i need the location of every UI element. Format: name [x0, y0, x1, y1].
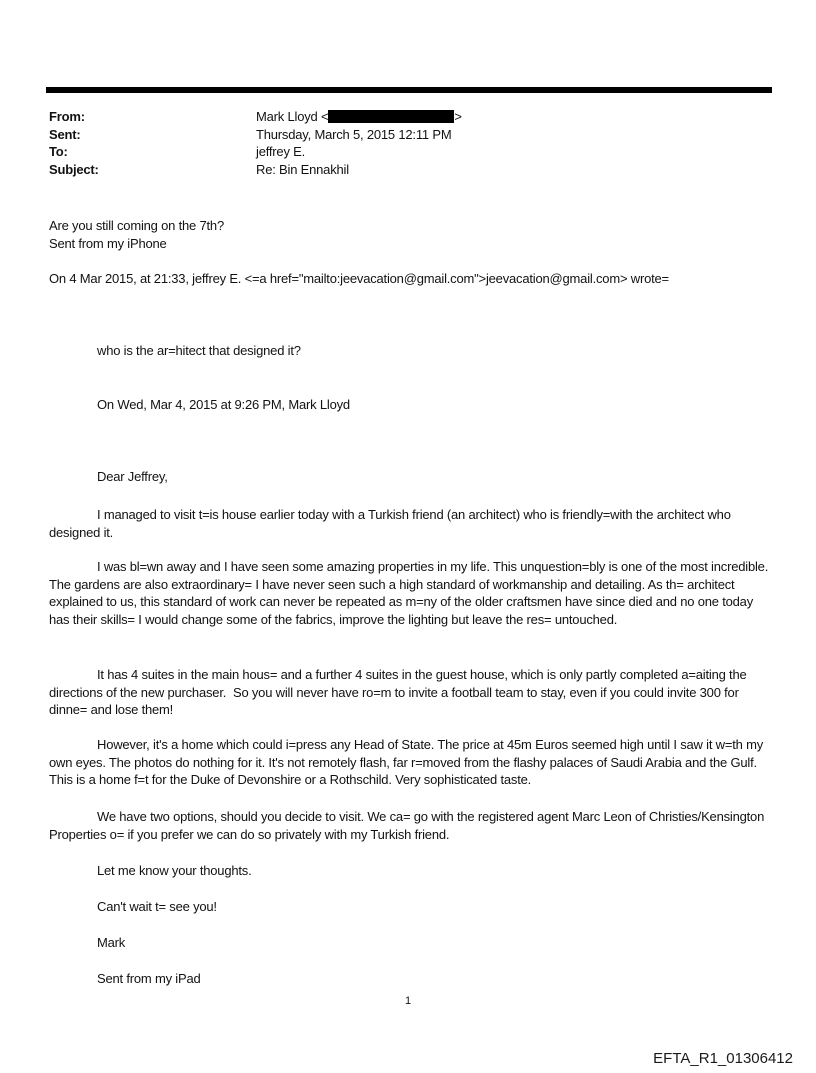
closing-see-you: Can't wait t= see you!	[97, 899, 217, 914]
header-divider-line	[46, 87, 772, 93]
redacted-email-address	[328, 110, 454, 123]
to-value: jeffrey E.	[256, 144, 306, 159]
subject-value: Re: Bin Ennakhil	[256, 161, 349, 177]
email-header	[49, 108, 773, 178]
paragraph-options: We have two options, should you decide to visit. We ca= go with the registered agent Marc Leon of Christies/Kensington Properties o= if you prefer we can do so privately with my Turkish friend.	[49, 809, 768, 842]
page-number: 1	[404, 995, 412, 1007]
quote-header-jeffrey: On 4 Mar 2015, at 21:33, jeffrey E. <=a href="mailto:jeevacation@gmail.com">jeevacation@gmail.com> wrote=	[49, 271, 669, 286]
quote-header-mark: On Wed, Mar 4, 2015 at 9:26 PM, Mark Lloyd	[97, 397, 350, 412]
header-row-sent	[49, 126, 773, 144]
from-value-bracket: >	[454, 109, 462, 124]
body-line-question: Are you still coming on the 7th?	[49, 218, 224, 233]
sent-value: Thursday, March 5, 2015 12:11 PM	[256, 126, 452, 142]
closing-thoughts: Let me know your thoughts.	[97, 863, 252, 878]
to-label: To:	[49, 144, 68, 159]
from-value-name: Mark Lloyd <	[256, 109, 329, 124]
salutation: Dear Jeffrey,	[97, 468, 168, 484]
bates-number: EFTA_R1_01306412	[653, 1050, 793, 1067]
paragraph-visit: I managed to visit t=is house earlier today with a Turkish friend (an architect) who is friendly=with the architect who designed it.	[49, 507, 735, 540]
quoted-question: who is the ar=hitect that designed it?	[97, 342, 301, 358]
paragraph-price: However, it's a home which could i=press any Head of State. The price at 45m Euros seemed high until I saw it w=th my own eyes. The photos do nothing for it. It's not remotely flash, far r=moved from the flashy palaces of Saudi Arabia and the Gulf. This is a home f=t for the Duke of Devonshire or a Rothschild. Very sophisticated taste.	[49, 737, 767, 787]
paragraph-blown-away: I was bl=wn away and I have seen some amazing properties in my life. This unquestion=bly is one of the most incredible. The gardens are also extraordinary= I have never seen such a high standard of workmanship and detailing. As th= architect explained to us, this standard of work can never be repeated as m=ny of the older craftsmen have since died and no one today has their skills= I would change some of the fabrics, improve the lighting but leave the res= untouched.	[49, 559, 775, 627]
subject-label: Subject:	[49, 161, 99, 177]
email-document	[49, 108, 773, 988]
sent-label: Sent:	[49, 126, 81, 142]
from-label: From:	[49, 109, 85, 124]
from-value	[256, 108, 773, 126]
sent-from-ipad-line: Sent from my iPad	[97, 971, 201, 986]
paragraph-suites: It has 4 suites in the main hous= and a further 4 suites in the guest house, which is only partly completed a=aiting the directions of the new purchaser. So you will never have ro=m to invite a football team to stay, even if you could invite 300 for dinne= and lose them!	[49, 667, 750, 717]
signature-name: Mark	[97, 935, 126, 950]
sent-from-iphone-line: Sent from my iPhone	[49, 235, 167, 251]
header-row-to	[49, 143, 773, 161]
header-row-subject	[49, 161, 773, 179]
header-row-from	[49, 108, 773, 126]
